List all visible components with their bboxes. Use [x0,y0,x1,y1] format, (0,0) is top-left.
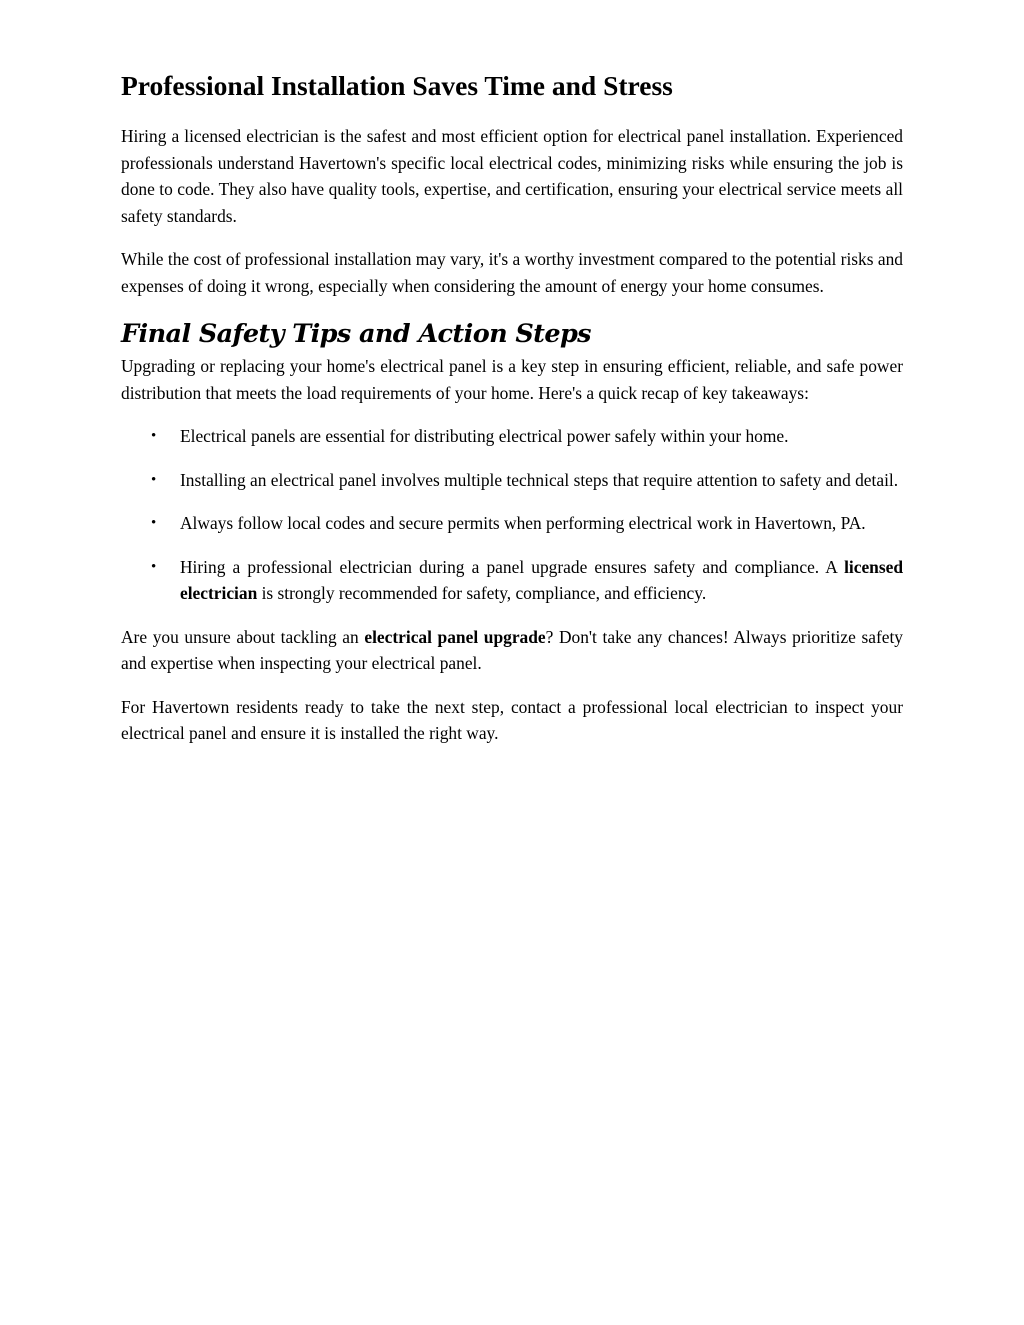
list-item [121,423,903,450]
paragraph-text: Are you unsure about tackling an [121,626,365,647]
paragraph-hiring: Hiring a licensed electrician is the safest and most efficient option for electrical panel installation. Experienced professionals understand Havertown's specific local electrical codes, minimizing risks while ensuring the job is done to code. They also have quality tools, expertise, and certification, ensuring your electrical service meets all safety standards. [121,126,903,226]
list-item-text: Always follow local codes and secure permits when performing electrical work in Havertown, PA. [180,513,866,533]
list-item [121,510,903,537]
bullet-icon: • [151,428,157,444]
paragraph-upgrading-intro: Upgrading or replacing your home's electrical panel is a key step in ensuring efficient, reliable, and safe power distribution that meets the load requirements of your home. Here's a quick recap of key takeaways: [121,356,903,403]
list-item [121,467,903,494]
list-item [121,554,903,607]
paragraph-havertown-residents: For Havertown residents ready to take the next step, contact a professional local electrician to inspect your electrical panel and ensure it is installed the right way. [121,696,903,743]
bold-licensed-electrician: licensed electrician [180,556,903,603]
bullet-icon: • [151,471,157,488]
list-item-text: Installing an electrical panel involves multiple technical steps that require attention to safety and detail. [180,469,899,490]
section-heading-final-safety-tips: Final Safety Tips and Action Steps [121,319,591,349]
bullet-icon: • [151,515,157,531]
bold-electrical-panel-upgrade: electrical panel upgrade [364,626,546,647]
section-heading-professional-installation: Professional Installation Saves Time and Stress [121,70,673,101]
takeaways-list [121,423,903,607]
paragraph-cost: While the cost of professional installation may vary, it's a worthy investment compared to the potential risks and expenses of doing it wrong, especially when considering the amount of energy your home consumes. [121,249,903,296]
paragraph-text: ? Don't take any chances! Always prioritize safety and expertise when inspecting your electrical panel. [121,626,903,673]
list-item-text: Hiring a professional electrician during a panel upgrade ensures safety and compliance. A [180,556,845,577]
list-item-text: is strongly recommended for safety, compliance, and efficiency. [257,583,707,603]
document-page [121,68,903,764]
paragraph-unsure [121,624,903,677]
bullet-icon: • [151,558,157,575]
list-item-text: Electrical panels are essential for distributing electrical power safely within your home. [180,426,789,446]
